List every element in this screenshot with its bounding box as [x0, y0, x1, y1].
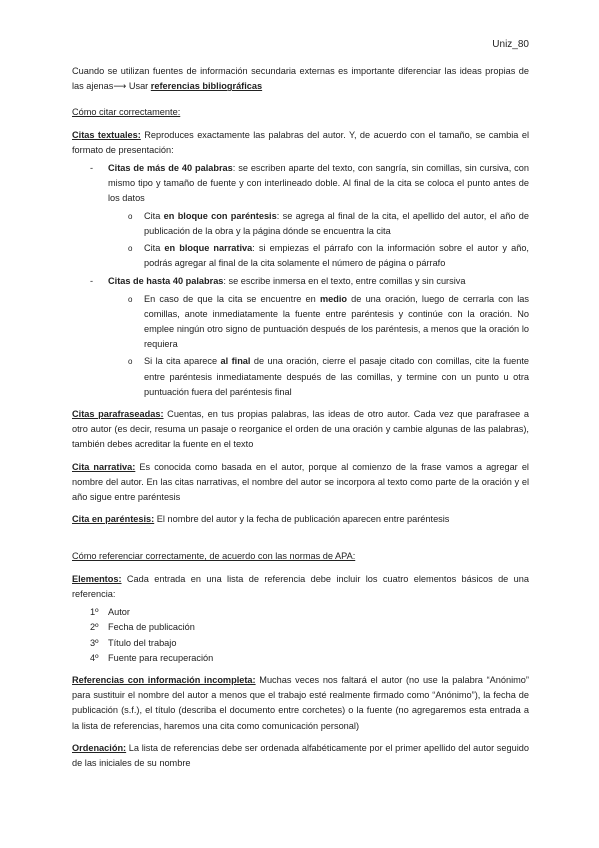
item-number: 2º [90, 622, 99, 633]
section-title-citar: Cómo citar correctamente: [72, 107, 181, 118]
parentesis-label: Cita en paréntesis: [72, 514, 155, 525]
dash-bullet: - [90, 276, 94, 287]
elementos-list [72, 605, 529, 666]
item-post: : si empiezas el párrafo con la información sobre el autor y año, podrás agregar al final de la cita solamente el número de página o párrafo [144, 243, 529, 269]
item-bold: en bloque con paréntesis [163, 210, 277, 221]
item-post: : se agrega al final de la cita, el apellido del autor, el año de publicación de la obra y la página dónde se encuentra la cita [144, 210, 529, 236]
list-item-mas40 [72, 161, 529, 207]
page-header: Uniz_80 [492, 39, 529, 50]
elementos-text: Cada entrada en una lista de referencia debe incluir los cuatro elementos básicos de una referencia: [72, 573, 529, 599]
narrativa-paragraph [72, 460, 529, 506]
section-title-referenciar: Cómo referenciar correctamente, de acuerdo con las normas de APA: [72, 551, 356, 562]
narrativa-label: Cita narrativa: [72, 461, 136, 472]
item-number: 4º [90, 652, 99, 663]
item-text: Autor [108, 607, 130, 618]
incompleta-text: Muchas veces nos faltará el autor (no use la palabra “Anónimo” para sustituir el nombre del autor a menos que el trabajo esté realmente firmado como “Anónimo”), la fecha de publicación (s.f.), el título (describa el documento entre corchetes) o la fuente (no agregaremos esta entrada a la lista de referencias, haremos una cita como comunicación personal) [72, 674, 529, 731]
hasta40-label: Citas de hasta 40 palabras [108, 276, 224, 287]
references-link-text: referencias bibliográficas [150, 81, 263, 92]
list-item-hasta40 [72, 274, 529, 289]
textuales-paragraph [72, 128, 529, 158]
parentesis-text: El nombre del autor y la fecha de publicación aparecen entre paréntesis [154, 514, 450, 525]
parafraseadas-label: Citas parafraseadas: [72, 409, 164, 420]
mas40-text: : se escriben aparte del texto, con sangría, sin comillas, sin cursiva, con mismo tipo y tamaño de fuente y con interlineado doble. Al final de la cita se coloca el punto antes de los datos [108, 163, 529, 204]
item-pre: En caso de que la cita se encuentre en [144, 293, 320, 304]
dash-bullet: - [90, 163, 94, 174]
intro-paragraph [72, 64, 529, 95]
item-bold: medio [319, 293, 348, 304]
document-body [72, 64, 529, 771]
circle-bullet: o [128, 211, 133, 221]
item-number: 1º [90, 607, 99, 618]
item-pre: Si la cita aparece [144, 356, 221, 367]
ordenacion-paragraph [72, 741, 529, 771]
item-bold: en bloque narrativa [164, 243, 253, 254]
ordenacion-label: Ordenación: [72, 742, 127, 753]
list-item-final [72, 354, 529, 400]
incompleta-paragraph [72, 673, 529, 734]
item-bold: al final [220, 356, 251, 367]
list-item [72, 620, 529, 635]
hasta40-text: : se escribe inmersa en el texto, entre comillas y sin cursiva [223, 276, 466, 287]
item-text: Fecha de publicación [108, 622, 195, 633]
item-pre: Cita [144, 210, 164, 221]
narrativa-text: Es conocida como basada en el autor, porque al comienzo de la frase vamos a agregar el nombre del autor. En las citas narrativas, el nombre del autor se incorpora al texto como parte de la oración y el año sigue entre paréntesis [72, 461, 529, 503]
list-item [72, 636, 529, 651]
list-item-bloque-narrativa [72, 241, 529, 271]
item-post: de una oración, cierre el pasaje citado con comillas, cite la fuente entre paréntesis inmediatamente después de las comillas, y termine con un punto u otra puntuación fuera del paréntesis final [144, 356, 529, 397]
intro-use: Usar [126, 81, 151, 92]
item-pre: Cita [144, 243, 165, 254]
list-item-medio [72, 292, 529, 353]
list-item [72, 605, 529, 620]
item-text: Fuente para recuperación [108, 652, 214, 663]
parentesis-paragraph [72, 512, 529, 527]
list-item-bloque-parentesis [72, 209, 529, 239]
elementos-label: Elementos: [72, 573, 122, 584]
mas40-label: Citas de más de 40 palabras [108, 163, 233, 174]
parafraseadas-paragraph [72, 407, 529, 453]
list-item [72, 651, 529, 666]
incompleta-label: Referencias con información incompleta: [72, 674, 256, 685]
arrow-icon: ⟶ [113, 82, 127, 93]
parafraseadas-text: Cuentas, en tus propias palabras, las ideas de otro autor. Cada vez que parafrasee a otro autor (es decir, resuma un pasaje o reorganice el orden de una oración y cambie algunas de las palabras), también debes acreditar la fuente en el texto [72, 409, 530, 450]
circle-bullet: o [128, 244, 133, 254]
intro-text: Cuando se utilizan fuentes de información secundaria externas es importante diferenciar las ideas propias de las ajenas [72, 66, 529, 92]
item-number: 3º [90, 637, 99, 648]
circle-bullet: o [128, 357, 133, 367]
circle-bullet: o [128, 294, 133, 304]
ordenacion-text: La lista de referencias debe ser ordenada alfabéticamente por el primer apellido del autor seguido de las iniciales de su nombre [72, 742, 529, 768]
textuales-text: Reproduces exactamente las palabras del autor. Y, de acuerdo con el tamaño, se cambia el formato de presentación: [72, 129, 529, 155]
elementos-paragraph [72, 572, 529, 602]
item-post: de una oración, luego de cerrarla con las comillas, anote inmediatamente la fuente entre paréntesis y continúe con la oración. No emplee ningún otro signo de puntuación después de los paréntesis, a menos que la oración lo requiera [144, 293, 529, 350]
item-text: Título del trabajo [108, 637, 177, 648]
textuales-label: Citas textuales: [72, 129, 141, 140]
